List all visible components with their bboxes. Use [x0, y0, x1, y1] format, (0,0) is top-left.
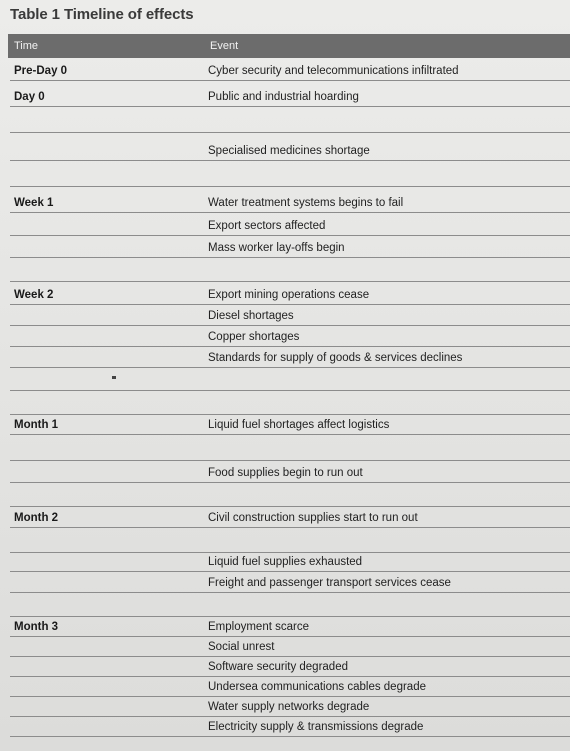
table-row: [10, 714, 570, 737]
table-row: [10, 110, 570, 133]
table-row: [10, 484, 570, 507]
event-cell: Export sectors affected: [208, 220, 326, 232]
event-cell: Specialised medicines shortage: [208, 145, 370, 157]
table-row: [10, 505, 570, 528]
event-cell: Freight and passenger transport services cease: [208, 577, 451, 589]
table-row: [10, 570, 570, 593]
table-row: [10, 138, 570, 161]
table-header: [8, 34, 570, 58]
table-row: [10, 190, 570, 213]
table-row: [10, 549, 570, 572]
time-cell: Month 3: [14, 621, 59, 633]
event-cell: Civil construction supplies start to run out: [208, 512, 418, 524]
table-row: [10, 368, 570, 391]
event-cell: Social unrest: [208, 641, 275, 653]
event-cell: Software security degraded: [208, 661, 348, 673]
event-cell: Water supply networks degrade: [208, 701, 370, 713]
event-cell: Undersea communications cables degrade: [208, 681, 426, 693]
table-row: [10, 84, 570, 107]
table-row: [10, 345, 570, 368]
event-cell: Public and industrial hoarding: [208, 91, 359, 103]
time-cell: Day 0: [14, 91, 45, 103]
time-cell: Month 2: [14, 512, 59, 524]
time-cell: Week 1: [14, 197, 54, 209]
event-cell: Cyber security and telecommunications infiltrated: [208, 65, 459, 77]
table-row: [10, 460, 570, 483]
event-cell: Food supplies begin to run out: [208, 467, 363, 479]
table-row: [10, 438, 570, 461]
event-cell: Mass worker lay-offs begin: [208, 242, 345, 254]
table-row: [10, 58, 570, 81]
time-cell: Pre-Day 0: [14, 65, 68, 77]
stray-mark: [112, 376, 116, 379]
table-row: [10, 164, 570, 187]
event-cell: Employment scarce: [208, 621, 309, 633]
event-cell: Diesel shortages: [208, 310, 294, 322]
table-row: [10, 412, 570, 435]
time-cell: Week 2: [14, 289, 54, 301]
event-cell: Copper shortages: [208, 331, 300, 343]
event-cell: Water treatment systems begins to fail: [208, 197, 404, 209]
table-row: [10, 303, 570, 326]
event-cell: Export mining operations cease: [208, 289, 370, 301]
table-row: [10, 324, 570, 347]
table-row: [10, 213, 570, 236]
event-cell: Liquid fuel shortages affect logistics: [208, 419, 390, 431]
event-cell: Liquid fuel supplies exhausted: [208, 556, 363, 568]
column-header-time: Time: [14, 40, 39, 52]
table-row: [10, 282, 570, 305]
table-row: [10, 259, 570, 282]
table-row: [10, 235, 570, 258]
table-title: Table 1 Timeline of effects: [10, 6, 194, 23]
time-cell: Month 1: [14, 419, 59, 431]
event-cell: Standards for supply of goods & services declines: [208, 352, 463, 364]
column-header-event: Event: [210, 40, 239, 52]
event-cell: Electricity supply & transmissions degrade: [208, 721, 424, 733]
